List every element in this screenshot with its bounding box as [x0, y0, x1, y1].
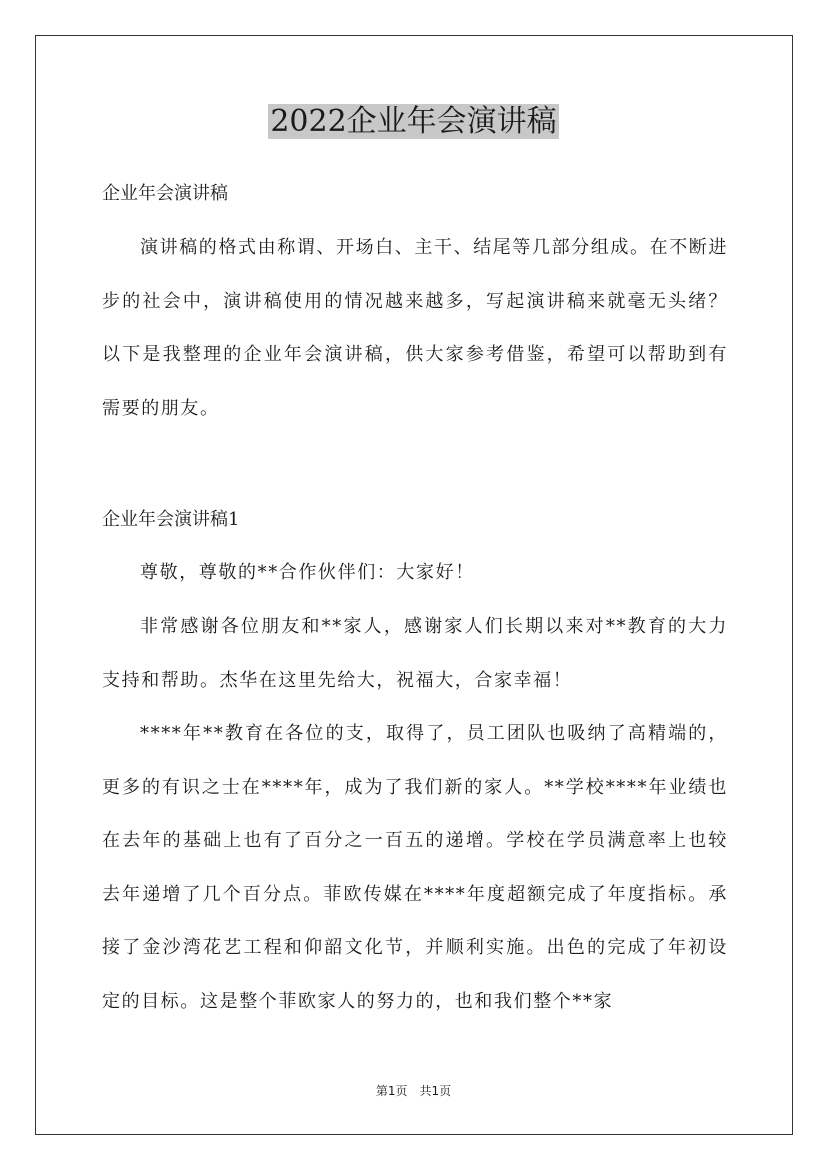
document-title-text: 2022企业年会演讲稿	[270, 104, 557, 139]
thanks-paragraph: 非常感谢各位朋友和**家人，感谢家人们长期以来对**教育的大力支持和帮助。杰华在这里先给大，祝福大，合家幸福！	[102, 616, 728, 691]
document-title	[0, 100, 827, 144]
document-subtitle: 企业年会演讲稿	[102, 183, 228, 204]
section-heading: 企业年会演讲稿1	[102, 509, 240, 530]
greeting-paragraph: 尊敬，尊敬的**合作伙伴们：大家好！	[140, 562, 475, 583]
page-number-footer: 第1页 共1页	[375, 1084, 452, 1098]
achievements-paragraph: ****年**教育在各位的支，取得了，员工团队也吸纳了高精端的，更多的有识之士在****年，成为了我们新的家人。**学校****年业绩也在去年的基础上也有了百分之一百五的递增。学校在学员满意率上也较去年递增了几个百分点。菲欧传媒在****年度超额完成了年度指标。承接了金沙湾花艺工程和仰韶文化节，并顺利实施。出色的完成了年初设定的目标。这是整个菲欧家人的努力的，也和我们整个**家	[102, 723, 728, 1012]
intro-paragraph: 演讲稿的格式由称谓、开场白、主干、结尾等几部分组成。在不断进步的社会中，演讲稿使用的情况越来越多，写起演讲稿来就毫无头绪？以下是我整理的企业年会演讲稿，供大家参考借鉴，希望可以帮助到有需要的朋友。	[102, 237, 728, 419]
